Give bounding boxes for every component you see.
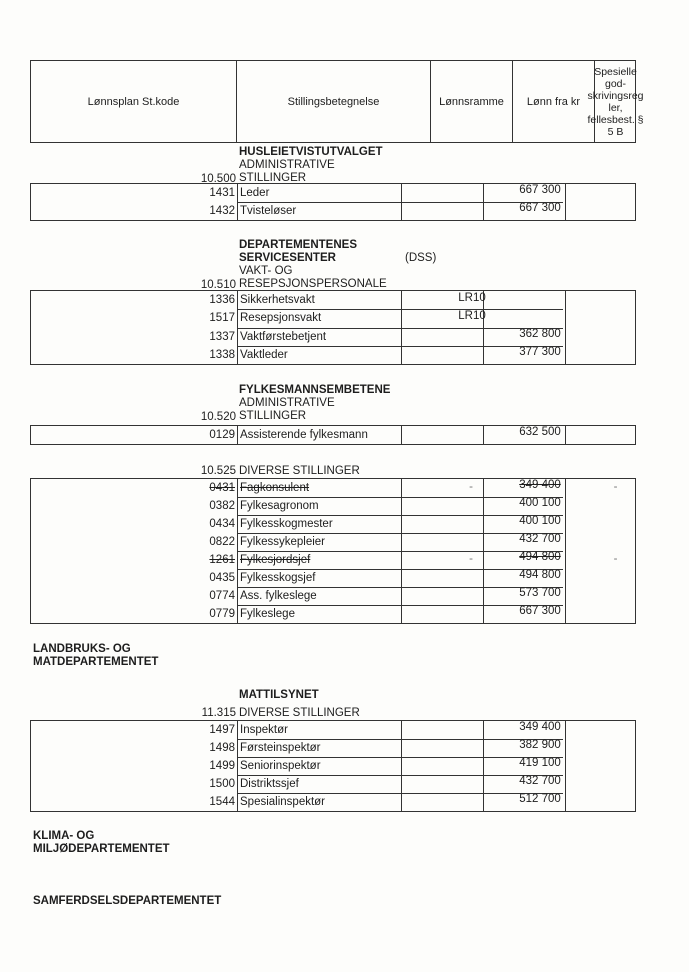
- lonn-fra: 400 100: [519, 515, 561, 527]
- section-subtitle: RESEPSJONSPERSONALE: [239, 278, 387, 290]
- lonn-fra: 382 900: [519, 739, 561, 751]
- stillingsbetegnelse: Fylkesagronom: [240, 500, 319, 512]
- table-row: [31, 739, 635, 757]
- st-kode: 1431: [209, 187, 235, 199]
- table-row: [31, 793, 635, 811]
- section-subtitle: ADMINISTRATIVE: [239, 159, 335, 171]
- lonn-fra: 432 700: [519, 533, 561, 545]
- lonn-fra: 377 300: [519, 345, 561, 358]
- stillingsbetegnelse: Sikkerhetsvakt: [240, 294, 315, 306]
- st-kode: 1500: [209, 778, 235, 790]
- table-row: [31, 328, 635, 346]
- lonnsramme: LR10: [458, 310, 486, 323]
- section-subtitle: ADMINISTRATIVE: [239, 397, 335, 409]
- header-spesielle-line: skrivingsreg: [587, 89, 644, 102]
- stillingsbetegnelse: Vaktleder: [240, 348, 288, 361]
- spesielle-bestemmelser: -: [613, 553, 618, 565]
- lonn-fra: 512 700: [519, 793, 561, 805]
- department-line: KLIMA- OG: [33, 830, 95, 842]
- lonnsramme: LR10: [458, 292, 486, 304]
- section-subtitle: STILLINGER: [239, 410, 307, 422]
- lonn-fra: 362 800: [519, 327, 561, 340]
- header-spesielle: [587, 61, 644, 142]
- stillingsbetegnelse: Inspektør: [240, 724, 288, 736]
- lonn-fra: 667 300: [519, 605, 561, 617]
- header-stillingsbetegnelse: Stillingsbetegnelse: [237, 61, 431, 142]
- st-kode: 1517: [209, 312, 235, 325]
- lonn-fra: 667 300: [519, 202, 561, 214]
- lonn-fra: 494 800: [519, 551, 561, 563]
- st-kode: 0382: [209, 500, 235, 512]
- table-row: [31, 426, 635, 444]
- spesielle-bestemmelser: -: [613, 481, 618, 493]
- department-line: SAMFERDSELSDEPARTEMENTET: [33, 895, 222, 907]
- group-table-diverse: [30, 478, 636, 624]
- department-heading: [33, 643, 158, 669]
- section-subtitle: STILLINGER: [239, 172, 307, 184]
- table-row: [31, 346, 635, 364]
- stillingsbetegnelse: Leder: [240, 187, 270, 199]
- st-kode: 0435: [209, 572, 235, 584]
- group-table-dss: [30, 290, 636, 365]
- header-spesielle-line: fellesbest. §: [587, 113, 644, 126]
- header-lonnsramme: Lønnsramme: [431, 61, 513, 142]
- table-row: [31, 202, 635, 220]
- stillingsbetegnelse: Fylkesjordsjef: [240, 554, 311, 566]
- table-row: [31, 533, 635, 551]
- stillingsbetegnelse: Fylkesskogmester: [240, 518, 333, 530]
- department-line: MATDEPARTEMENTET: [33, 656, 159, 668]
- table-row: [31, 569, 635, 587]
- table-row: [31, 309, 635, 327]
- stillingsbetegnelse: Fylkeslege: [240, 608, 295, 620]
- stillingsbetegnelse: Fylkessykepleier: [240, 536, 325, 548]
- section-subtitle: DIVERSE STILLINGER: [239, 707, 360, 719]
- table-row: [31, 515, 635, 533]
- header-lonn-fra: Lønn fra kr: [513, 61, 595, 142]
- table-row: [31, 184, 635, 202]
- section-title: DEPARTEMENTENES: [239, 239, 357, 251]
- header-spesielle-line: god-: [604, 77, 626, 90]
- header-stkode: Lønnsplan St.kode: [31, 61, 237, 142]
- stillingsbetegnelse: Assisterende fylkesmann: [240, 429, 368, 441]
- lonn-fra: 667 300: [519, 184, 561, 196]
- stillingsbetegnelse: Spesialinspektør: [240, 796, 326, 808]
- table-row: [31, 479, 635, 497]
- lonnsramme: -: [469, 481, 473, 493]
- lonn-fra: 632 500: [519, 426, 561, 438]
- section-title: FYLKESMANNSEMBETENE: [239, 384, 391, 396]
- table-row: [31, 587, 635, 605]
- lonn-fra: 494 800: [519, 569, 561, 581]
- stillingsbetegnelse: Tvisteløser: [240, 205, 297, 217]
- department-heading: [33, 830, 170, 856]
- department-heading: [33, 895, 221, 908]
- st-kode: 1336: [209, 294, 235, 306]
- stillingsbetegnelse: Vaktførstebetjent: [240, 330, 327, 343]
- group-table-husleie: [30, 183, 636, 221]
- lonn-fra: 400 100: [519, 497, 561, 509]
- section-code: 10.500: [200, 173, 236, 185]
- header-spesielle-line: 5 B: [607, 125, 624, 138]
- header-table: [30, 60, 644, 143]
- st-kode: 0431: [209, 482, 235, 494]
- section-code: 11.315: [201, 707, 236, 719]
- group-table-fylkesmann: [30, 425, 636, 445]
- section-abbr: (DSS): [405, 252, 437, 264]
- table-row: [31, 721, 635, 739]
- lonnsramme: -: [469, 553, 473, 565]
- stillingsbetegnelse: Fagkonsulent: [240, 482, 310, 494]
- table-row: [31, 775, 635, 793]
- st-kode: 1498: [209, 742, 235, 754]
- st-kode: 0434: [209, 518, 235, 530]
- stillingsbetegnelse: Fylkesskogsjef: [240, 572, 316, 584]
- st-kode: 1544: [209, 796, 235, 808]
- stillingsbetegnelse: Ass. fylkeslege: [240, 590, 317, 602]
- group-table-mattilsynet: [30, 720, 636, 812]
- lonn-fra: 349 400: [519, 721, 561, 733]
- section-title: SERVICESENTER: [239, 252, 336, 264]
- st-kode: 1432: [209, 205, 235, 217]
- st-kode: 1338: [209, 348, 235, 361]
- st-kode: 0774: [209, 590, 235, 602]
- lonn-fra: 432 700: [519, 775, 561, 787]
- section-code: 10.510: [200, 279, 236, 291]
- header-spesielle-line: ler,: [608, 101, 623, 114]
- section-title: HUSLEIETVISTUTVALGET: [239, 146, 383, 158]
- section-subtitle: VAKT- OG: [239, 265, 293, 277]
- table-row: [31, 291, 635, 309]
- st-kode: 1261: [209, 554, 235, 566]
- table-row: [31, 551, 635, 569]
- st-kode: 0822: [209, 536, 235, 548]
- lonn-fra: 349 400: [519, 479, 561, 491]
- table-row: [31, 605, 635, 623]
- st-kode: 1499: [209, 760, 235, 772]
- department-line: MILJØDEPARTEMENTET: [33, 843, 170, 855]
- section-code: 10.520: [200, 411, 236, 423]
- header-spesielle-line: Spesielle: [594, 65, 637, 78]
- stillingsbetegnelse: Førsteinspektør: [240, 742, 321, 754]
- section-code: 10.525: [200, 465, 236, 477]
- st-kode: 1337: [209, 330, 235, 343]
- table-row: [31, 757, 635, 775]
- lonn-fra: 573 700: [519, 587, 561, 599]
- section-subtitle: DIVERSE STILLINGER: [239, 465, 360, 477]
- st-kode: 0129: [209, 429, 235, 441]
- stillingsbetegnelse: Distriktssjef: [240, 778, 299, 790]
- stillingsbetegnelse: Resepsjonsvakt: [240, 312, 322, 325]
- table-row: [31, 497, 635, 515]
- lonn-fra: 419 100: [519, 757, 561, 769]
- st-kode: 1497: [209, 724, 235, 736]
- stillingsbetegnelse: Seniorinspektør: [240, 760, 321, 772]
- section-title: MATTILSYNET: [239, 689, 319, 701]
- department-line: LANDBRUKS- OG: [33, 643, 131, 655]
- st-kode: 0779: [209, 608, 235, 620]
